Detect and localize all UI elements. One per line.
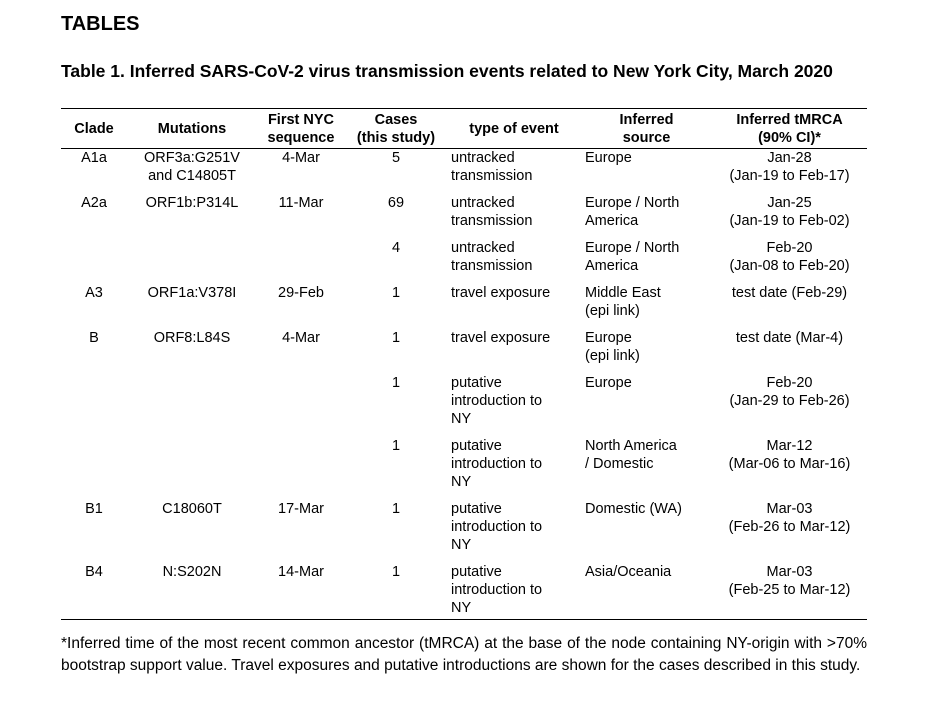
cell-clade-line: B4 — [85, 564, 103, 580]
cell-event-line: travel exposure — [451, 330, 551, 346]
cell-mutations — [127, 284, 257, 329]
cell-first-nyc-line: 17-Mar — [278, 501, 324, 517]
cell-tmrca — [712, 500, 867, 563]
cell-tmrca-line: Mar-03 — [766, 501, 813, 517]
cell-first-nyc-line: 14-Mar — [278, 564, 324, 580]
cell-cases-line: 1 — [391, 564, 401, 580]
cell-first-nyc — [257, 284, 345, 329]
header-clade: Clade — [74, 120, 114, 137]
cell-event-line: untracked — [451, 195, 515, 211]
cell-event-line: NY — [451, 411, 472, 427]
cell-tmrca — [712, 239, 867, 284]
cell-source — [581, 149, 712, 195]
cell-tmrca-line: (Jan-19 to Feb-17) — [729, 168, 850, 184]
cell-clade-line: B1 — [85, 501, 103, 517]
table-container — [61, 108, 867, 620]
cell-tmrca — [712, 329, 867, 374]
cell-mutations — [127, 563, 257, 620]
header-mutations: Mutations — [157, 120, 227, 137]
cell-first-nyc-line: 11-Mar — [278, 195, 324, 211]
cell-tmrca-line: Feb-20 — [766, 375, 813, 391]
table-row — [61, 563, 867, 620]
cell-tmrca-line: test date (Feb-29) — [731, 285, 848, 301]
cell-first-nyc — [257, 194, 345, 239]
cell-source-line: (epi link) — [585, 303, 640, 319]
cell-mutations-line: N:S202N — [162, 564, 222, 580]
cell-tmrca-line: (Feb-25 to Mar-12) — [728, 582, 851, 598]
cell-first-nyc — [257, 329, 345, 374]
header-first-nyc: First NYC sequence — [267, 111, 335, 146]
header-cases: Cases (this study) — [356, 111, 436, 146]
cell-cases-line: 1 — [391, 330, 401, 346]
header-event: type of event — [469, 120, 559, 137]
cell-tmrca — [712, 284, 867, 329]
cell-event-line: untracked — [451, 150, 515, 166]
cell-clade — [61, 437, 127, 500]
cell-source-line: Europe / North — [585, 195, 680, 211]
cell-mutations — [127, 239, 257, 284]
cell-tmrca-line: Jan-25 — [767, 195, 812, 211]
cell-source-line: Asia/Oceania — [585, 564, 672, 580]
cell-tmrca-line: (Jan-29 to Feb-26) — [729, 393, 850, 409]
cell-clade-line: A2a — [81, 195, 107, 211]
cell-mutations — [127, 149, 257, 195]
cell-clade — [61, 374, 127, 437]
cell-cases-line: 69 — [387, 195, 405, 211]
cell-cases — [345, 194, 447, 239]
cell-cases — [345, 239, 447, 284]
cell-cases — [345, 500, 447, 563]
cell-source — [581, 284, 712, 329]
table-row — [61, 284, 867, 329]
cell-source-line: Europe — [585, 330, 632, 346]
table-footnote: *Inferred time of the most recent common ancestor (tMRCA) at the base of the node containing NY-origin with >70% bootstrap support value. Travel exposures and putative introductions are shown for the cases described in this study. — [61, 635, 867, 674]
cell-mutations — [127, 500, 257, 563]
cell-tmrca — [712, 374, 867, 437]
cell-clade — [61, 239, 127, 284]
table-header-row — [61, 109, 867, 149]
table-row — [61, 500, 867, 563]
cell-mutations — [127, 194, 257, 239]
cell-event-line: introduction to — [451, 393, 543, 409]
cell-clade — [61, 563, 127, 620]
cell-source — [581, 437, 712, 500]
table-row — [61, 194, 867, 239]
cell-event — [447, 329, 581, 374]
cell-mutations-line: ORF3a:G251V — [144, 150, 240, 166]
cell-cases — [345, 374, 447, 437]
table-row — [61, 239, 867, 284]
cell-cases-line: 4 — [391, 240, 401, 256]
cell-event — [447, 194, 581, 239]
cell-cases — [345, 563, 447, 620]
cell-event-line: NY — [451, 474, 472, 490]
cell-first-nyc — [257, 374, 345, 437]
cell-first-nyc — [257, 563, 345, 620]
cell-mutations-line: ORF1a:V378I — [147, 285, 237, 301]
cell-first-nyc-line: 4-Mar — [282, 330, 320, 346]
cell-event — [447, 284, 581, 329]
cell-event-line: transmission — [451, 213, 533, 229]
cell-cases — [345, 329, 447, 374]
cell-event-line: introduction to — [451, 582, 543, 598]
cell-tmrca-line: Mar-12 — [766, 438, 813, 454]
cell-first-nyc-line: 29-Feb — [278, 285, 324, 301]
cell-clade — [61, 329, 127, 374]
cell-mutations-line: C18060T — [162, 501, 222, 517]
cell-source — [581, 239, 712, 284]
cell-clade-line: A1a — [81, 150, 107, 166]
cell-tmrca — [712, 194, 867, 239]
table-row — [61, 149, 867, 195]
table-row — [61, 437, 867, 500]
cell-cases — [345, 437, 447, 500]
cell-tmrca-line: Jan-28 — [767, 150, 812, 166]
cell-source-line: America — [585, 258, 639, 274]
cell-tmrca-line: (Mar-06 to Mar-16) — [728, 456, 851, 472]
cell-event — [447, 563, 581, 620]
cell-clade — [61, 149, 127, 195]
cell-mutations-line: ORF8:L84S — [153, 330, 231, 346]
cell-tmrca — [712, 149, 867, 195]
table-caption: Table 1. Inferred SARS-CoV-2 virus transmission events related to New York City, March 2020 — [61, 61, 833, 81]
cell-mutations — [127, 374, 257, 437]
cell-tmrca-line: (Jan-08 to Feb-20) — [729, 258, 850, 274]
header-tmrca: Inferred tMRCA (90% CI)* — [736, 111, 843, 146]
cell-event — [447, 239, 581, 284]
cell-tmrca-line: test date (Mar-4) — [735, 330, 844, 346]
cell-event — [447, 149, 581, 195]
transmission-events-table — [61, 108, 867, 620]
cell-cases-line: 1 — [391, 285, 401, 301]
cell-source — [581, 563, 712, 620]
cell-tmrca-line: (Jan-19 to Feb-02) — [729, 213, 850, 229]
cell-source — [581, 329, 712, 374]
cell-event-line: NY — [451, 537, 472, 553]
cell-event-line: putative — [451, 564, 502, 580]
cell-cases-line: 1 — [391, 438, 401, 454]
cell-source-line: Domestic (WA) — [585, 501, 682, 517]
section-heading: TABLES — [61, 13, 140, 35]
cell-event-line: putative — [451, 501, 502, 517]
cell-event-line: transmission — [451, 168, 533, 184]
cell-mutations — [127, 437, 257, 500]
cell-event-line: transmission — [451, 258, 533, 274]
cell-event-line: travel exposure — [451, 285, 551, 301]
cell-event — [447, 374, 581, 437]
cell-source-line: America — [585, 213, 639, 229]
cell-cases-line: 5 — [391, 150, 401, 166]
cell-tmrca-line: Feb-20 — [766, 240, 813, 256]
cell-event — [447, 500, 581, 563]
cell-source-line: Middle East — [585, 285, 661, 301]
cell-first-nyc — [257, 149, 345, 195]
cell-source-line: North America — [585, 438, 677, 454]
cell-clade-line: A3 — [85, 285, 103, 301]
cell-tmrca — [712, 563, 867, 620]
cell-tmrca — [712, 437, 867, 500]
cell-clade-line: B — [89, 330, 99, 346]
cell-clade — [61, 284, 127, 329]
cell-mutations-line: and C14805T — [148, 168, 236, 184]
cell-tmrca-line: Mar-03 — [766, 564, 813, 580]
cell-source-line: Europe — [585, 375, 632, 391]
cell-mutations-line: ORF1b:P314L — [145, 195, 239, 211]
cell-source — [581, 374, 712, 437]
cell-tmrca-line: (Feb-26 to Mar-12) — [728, 519, 851, 535]
cell-cases-line: 1 — [391, 375, 401, 391]
cell-source — [581, 194, 712, 239]
cell-event-line: NY — [451, 600, 472, 616]
cell-mutations — [127, 329, 257, 374]
cell-source-line: (epi link) — [585, 348, 640, 364]
cell-source-line: / Domestic — [585, 456, 654, 472]
cell-source — [581, 500, 712, 563]
cell-event-line: introduction to — [451, 456, 543, 472]
cell-event — [447, 437, 581, 500]
cell-event-line: untracked — [451, 240, 515, 256]
cell-clade — [61, 500, 127, 563]
cell-event-line: putative — [451, 438, 502, 454]
cell-first-nyc — [257, 437, 345, 500]
cell-cases — [345, 149, 447, 195]
cell-first-nyc — [257, 239, 345, 284]
cell-cases-line: 1 — [391, 501, 401, 517]
header-source: Inferred source — [619, 111, 674, 146]
table-row — [61, 329, 867, 374]
cell-event-line: introduction to — [451, 519, 543, 535]
cell-cases — [345, 284, 447, 329]
cell-first-nyc — [257, 500, 345, 563]
cell-event-line: putative — [451, 375, 502, 391]
cell-source-line: Europe / North — [585, 240, 680, 256]
cell-source-line: Europe — [585, 150, 632, 166]
table-row — [61, 374, 867, 437]
cell-first-nyc-line: 4-Mar — [282, 150, 320, 166]
cell-clade — [61, 194, 127, 239]
table-body — [61, 149, 867, 620]
